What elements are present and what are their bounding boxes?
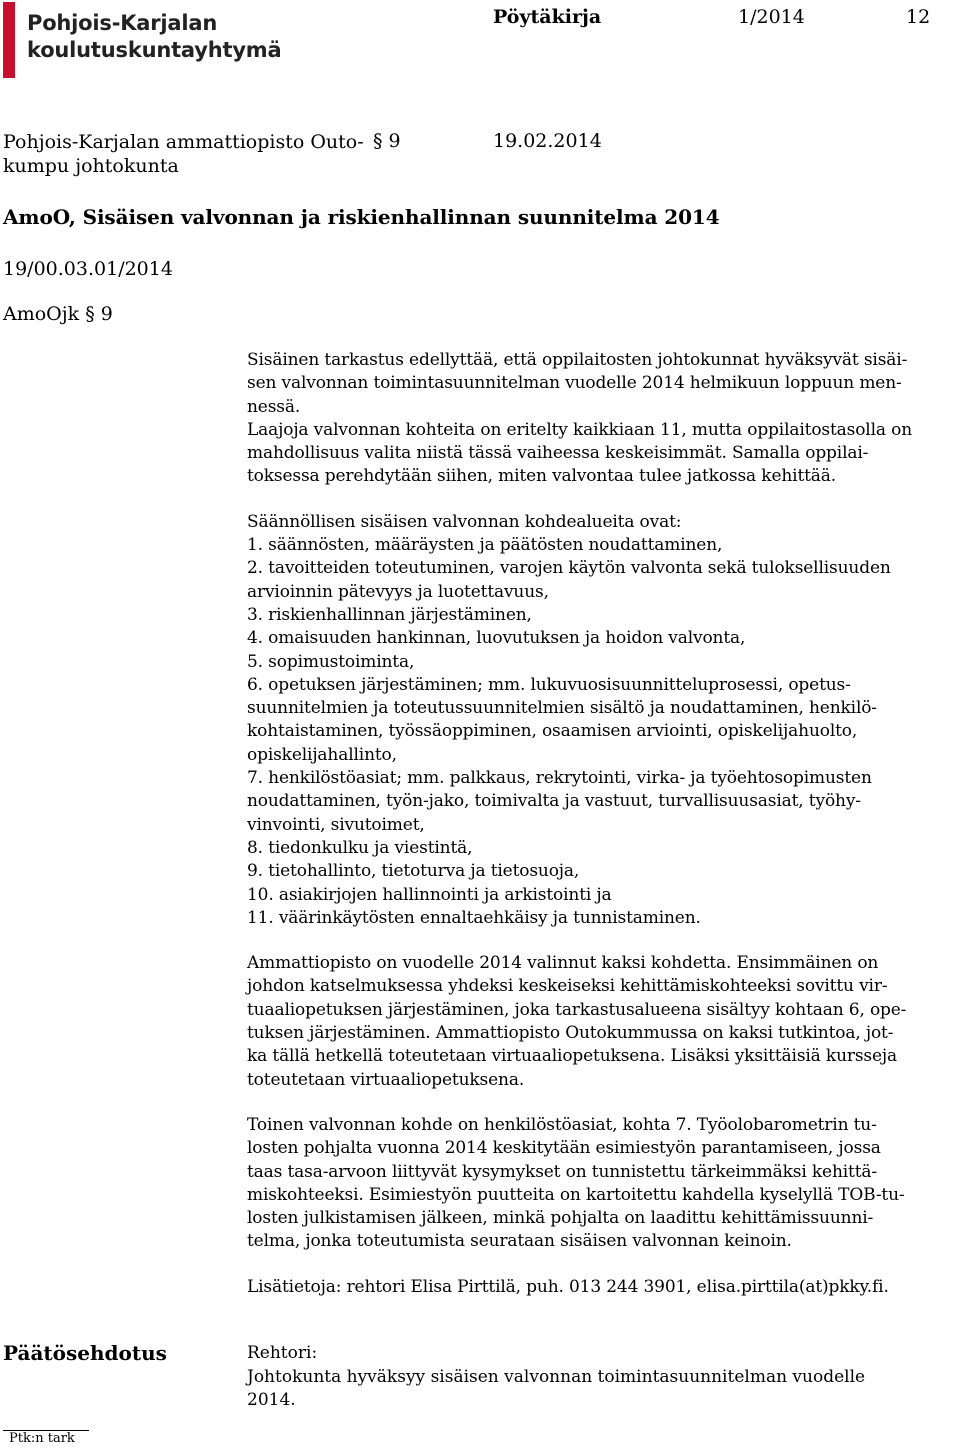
org-line-2: kumpu johtokunta bbox=[3, 155, 179, 177]
paragraph-intro bbox=[247, 349, 959, 489]
paragraph-list bbox=[247, 511, 959, 930]
text-line: tuksen järjestäminen. Ammattiopisto Outokummussa on kaksi tutkintoa, jot- bbox=[247, 1023, 894, 1044]
list-item: 3. riskienhallinnan järjestäminen, bbox=[247, 604, 532, 625]
document-type: Pöytäkirja bbox=[493, 6, 602, 28]
list-item: 6. opetuksen järjestäminen; mm. lukuvuosisuunnitteluprosessi, opetus- bbox=[247, 674, 851, 695]
document-number: 1/2014 bbox=[738, 6, 805, 28]
proposer-role: Rehtori: bbox=[247, 1343, 318, 1363]
list-item: opiskelijahallinto, bbox=[247, 744, 397, 765]
paragraph-contact bbox=[247, 1276, 959, 1299]
text-line: mahdollisuus valita niistä tässä vaiheessa keskeisimmät. Samalla oppilai- bbox=[247, 443, 869, 464]
main-content bbox=[247, 349, 959, 1299]
list-item: arvioinnin pätevyys ja luotettavuus, bbox=[247, 581, 549, 602]
list-item: 1. säännösten, määräysten ja päätösten noudattaminen, bbox=[247, 535, 723, 556]
text-line: losten julkistamisen jälkeen, minkä pohjalta on laadittu kehittämissuunni- bbox=[247, 1208, 874, 1229]
list-item: 9. tietohallinto, tietoturva ja tietosuoja, bbox=[247, 861, 580, 882]
logo-line-1: Pohjois-Karjalan bbox=[27, 11, 218, 35]
subject-heading: AmoO, Sisäisen valvonnan ja riskienhallinnan suunnitelma 2014 bbox=[3, 205, 720, 229]
list-item: suunnitelmien ja toteutussuunnitelmien sisältö ja noudattaminen, henkilö- bbox=[247, 698, 877, 719]
text-line: Sisäinen tarkastus edellyttää, että oppilaitosten johtokunnat hyväksyvät sisäi- bbox=[247, 350, 908, 370]
text-line: miskohteeksi. Esimiestyön puutteita on kartoitettu kahdella kyselyllä TOB-tu- bbox=[247, 1184, 905, 1205]
text-line: tuaaliopetuksen järjestäminen, joka tarkastusalueena sisältyy kohtaan 6, ope- bbox=[247, 999, 907, 1020]
text-line: telma, jonka toteutumista seurataan sisäisen valvonnan keinoin. bbox=[247, 1231, 792, 1252]
proposal-line-1: Johtokunta hyväksyy sisäisen valvonnan toimintasuunnitelman vuodelle bbox=[247, 1367, 866, 1387]
list-item: 10. asiakirjojen hallinnointi ja arkistointi ja bbox=[247, 884, 612, 905]
paragraph-second-target bbox=[247, 1114, 959, 1254]
text-line: Toinen valvonnan kohde on henkilöstöasiat, kohta 7. Työolobarometrin tu- bbox=[247, 1114, 877, 1135]
text-line: taas tasa-arvoon liittyvät kysymykset on tunnistettu tärkeimmäksi kehittä- bbox=[247, 1161, 877, 1182]
text-line: johdon katselmuksessa yhdeksi keskeiseksi kehittämiskohteeksi sovittu vir- bbox=[247, 976, 888, 997]
proposal-text bbox=[247, 1366, 947, 1412]
text-line: ka tällä hetkellä toteutetaan virtuaaliopetuksena. Lisäksi yksittäisiä kursseja bbox=[247, 1046, 898, 1067]
logo-line-2: koulutuskuntayhtymä bbox=[27, 38, 282, 62]
list-item: 7. henkilöstöasiat; mm. palkkaus, rekrytointi, virka- ja työehtosopimusten bbox=[247, 768, 872, 789]
reference-number: 19/00.03.01/2014 bbox=[3, 258, 173, 280]
list-item: 4. omaisuuden hankinnan, luovutuksen ja hoidon valvonta, bbox=[247, 628, 746, 649]
page-number: 12 bbox=[906, 6, 931, 28]
text-line: toteutetaan virtuaaliopetuksena. bbox=[247, 1069, 525, 1090]
list-item: 11. väärinkäytösten ennaltaehkäisy ja tunnistaminen. bbox=[247, 907, 701, 928]
text-line: Laajoja valvonnan kohteita on eritelty kaikkiaan 11, mutta oppilaitostasolla on bbox=[247, 419, 912, 440]
meeting-date: 19.02.2014 bbox=[493, 130, 602, 152]
list-item: 5. sopimustoiminta, bbox=[247, 651, 415, 672]
text-line: losten pohjalta vuonna 2014 keskitytään esimiestyön parantamiseen, jossa bbox=[247, 1138, 881, 1159]
list-item: 2. tavoitteiden toteutuminen, varojen käytön valvonta sekä tuloksellisuuden bbox=[247, 558, 891, 579]
paragraph-selection bbox=[247, 952, 959, 1092]
proposal-label: Päätösehdotus bbox=[3, 1341, 167, 1365]
text-line: Ammattiopisto on vuodelle 2014 valinnut kaksi kohdetta. Ensimmäinen on bbox=[247, 953, 879, 974]
minutes-checker-label: Ptk:n tark bbox=[9, 1431, 75, 1446]
list-item: kohtaistaminen, työssäoppiminen, osaamisen arviointi, opiskelijahuolto, bbox=[247, 721, 858, 742]
text-line: nessä. bbox=[247, 396, 301, 417]
text-line: toksessa perehdytään siihen, miten valvontaa tulee jatkossa kehittää. bbox=[247, 466, 837, 487]
organization-name bbox=[3, 130, 364, 178]
list-item: 8. tiedonkulku ja viestintä, bbox=[247, 837, 473, 858]
org-line-1: Pohjois-Karjalan ammattiopisto Outo- bbox=[3, 131, 364, 153]
list-item: noudattaminen, työn-jako, toimivalta ja vastuut, turvallisuusasiat, työhy- bbox=[247, 791, 861, 812]
proposal-line-2: 2014. bbox=[247, 1390, 296, 1410]
text-line: sen valvonnan toimintasuunnitelman vuodelle 2014 helmikuun loppuun men- bbox=[247, 373, 902, 394]
body-reference: AmoOjk § 9 bbox=[3, 303, 113, 325]
contact-info: Lisätietoja: rehtori Elisa Pirttilä, puh. 013 244 3901, elisa.pirttila(at)pkky.fi. bbox=[247, 1276, 889, 1297]
logo-mark bbox=[3, 2, 15, 78]
list-item: vinvointi, sivutoimet, bbox=[247, 814, 425, 835]
section-number: § 9 bbox=[373, 130, 401, 152]
organization-logo bbox=[27, 10, 281, 64]
text-line: Säännöllisen sisäisen valvonnan kohdealueita ovat: bbox=[247, 511, 682, 532]
